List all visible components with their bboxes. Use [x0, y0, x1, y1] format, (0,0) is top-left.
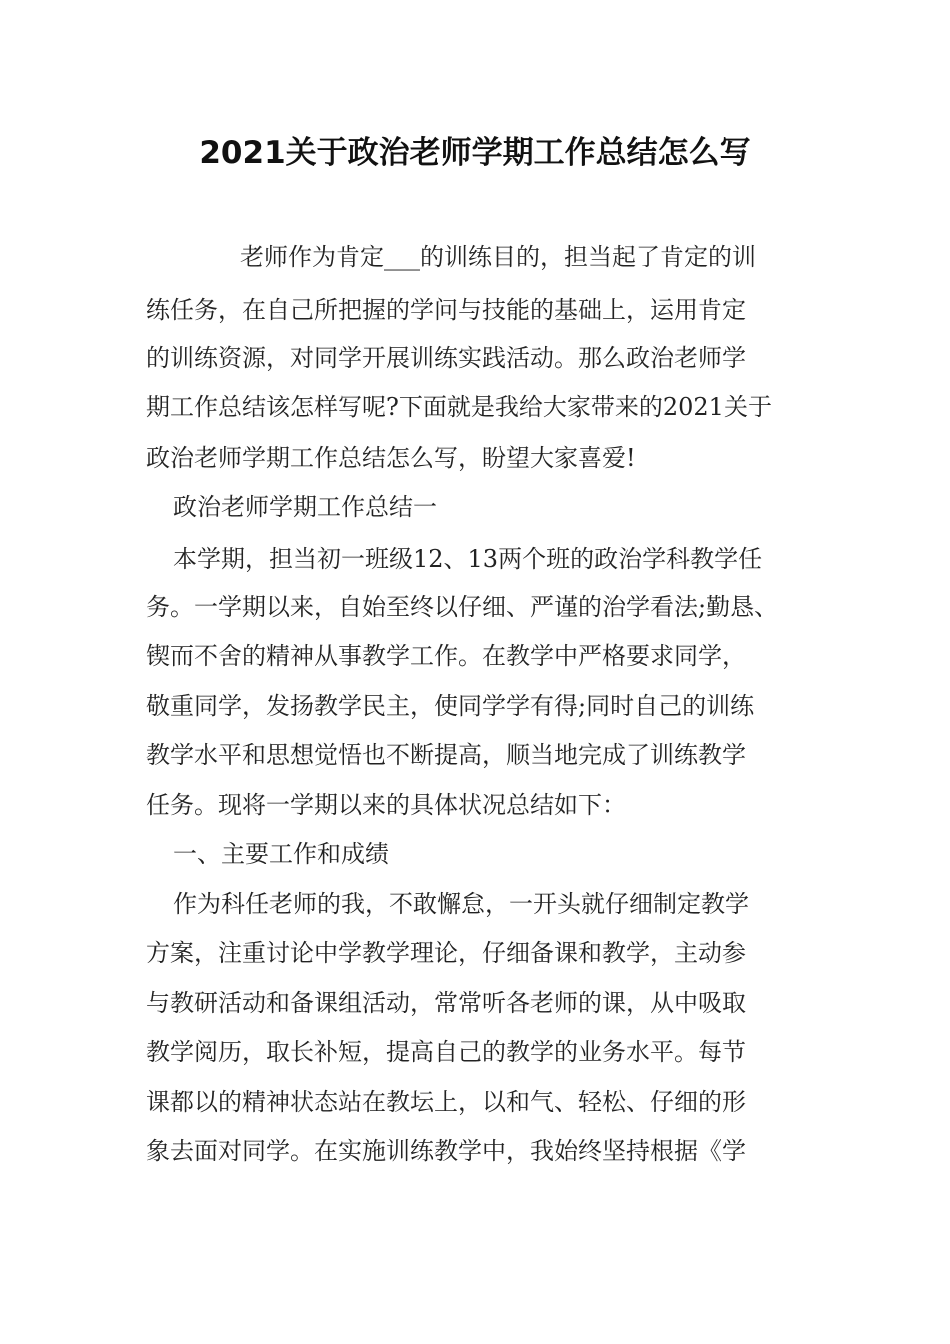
body-line: 老师作为肯定___的训练目的，担当起了肯定的训 [240, 243, 756, 271]
body-line: 任务。现将一学期以来的具体状况总结如下： [146, 791, 626, 819]
section-heading: 一、主要工作和成绩 [173, 840, 389, 868]
body-line: 教学阅历，取长补短，提高自己的教学的业务水平。每节 [146, 1038, 746, 1066]
section-heading: 政治老师学期工作总结一 [173, 493, 437, 521]
body-line: 的训练资源，对同学开展训练实践活动。那么政治老师学 [146, 344, 746, 372]
document-title: 2021关于政治老师学期工作总结怎么写 [199, 135, 751, 171]
body-line: 务。一学期以来，自始至终以仔细、严谨的治学看法;勤恳、 [146, 593, 779, 621]
body-line: 象去面对同学。在实施训练教学中，我始终坚持根据《学 [146, 1137, 746, 1165]
body-line: 课都以的精神状态站在教坛上，以和气、轻松、仔细的形 [146, 1088, 746, 1116]
body-line: 方案，注重讨论中学教学理论，仔细备课和教学，主动参 [146, 939, 746, 967]
body-line: 教学水平和思想觉悟也不断提高，顺当地完成了训练教学 [146, 741, 746, 769]
body-line: 锲而不舍的精神从事教学工作。在教学中严格要求同学， [146, 642, 746, 670]
body-line: 期工作总结该怎样写呢?下面就是我给大家带来的2021关于 [146, 393, 772, 421]
body-line: 政治老师学期工作总结怎么写，盼望大家喜爱! [146, 444, 636, 472]
body-line: 作为科任老师的我，不敢懈怠，一开头就仔细制定教学 [173, 890, 749, 918]
body-line: 本学期，担当初一班级12、13两个班的政治学科教学任 [173, 545, 763, 573]
body-line: 练任务，在自己所把握的学问与技能的基础上，运用肯定 [146, 296, 746, 324]
body-line: 敬重同学，发扬教学民主，使同学学有得;同时自己的训练 [146, 692, 755, 720]
body-line: 与教研活动和备课组活动，常常听各老师的课，从中吸取 [146, 989, 746, 1017]
